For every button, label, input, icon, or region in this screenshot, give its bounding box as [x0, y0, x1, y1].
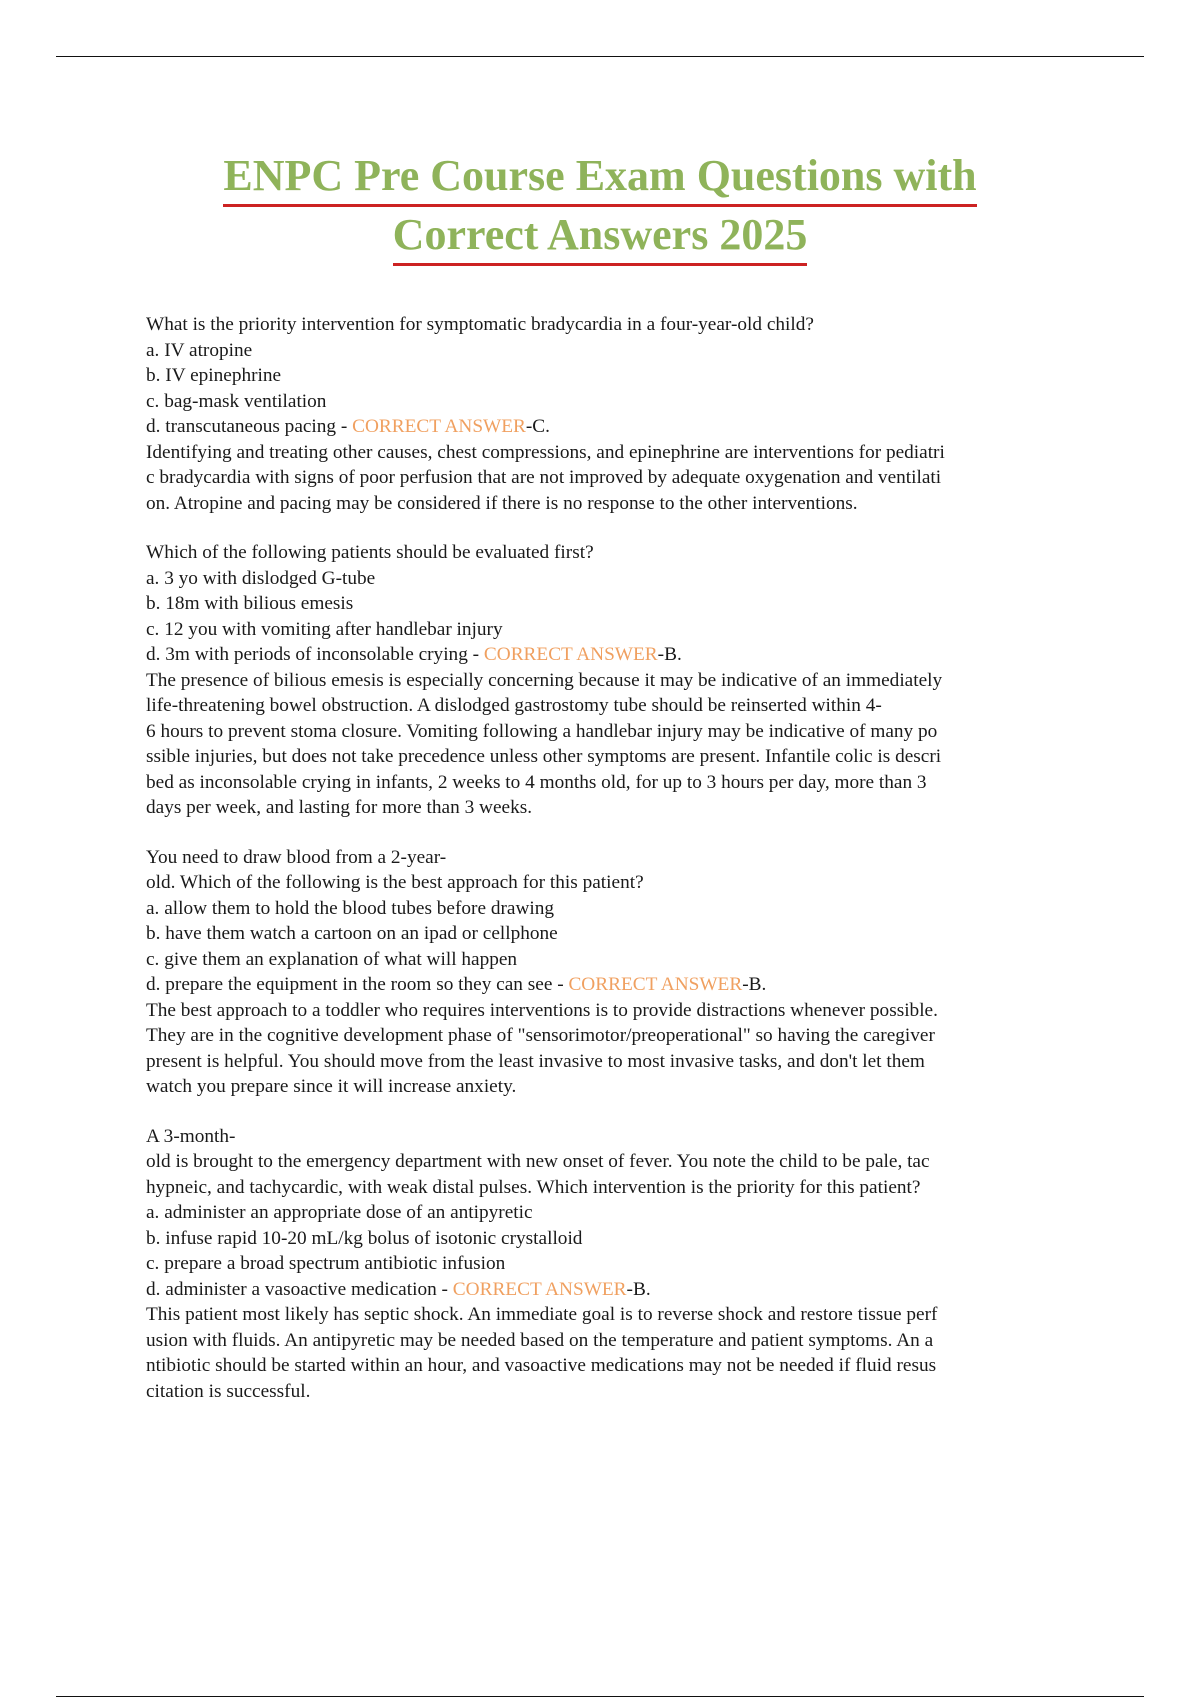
option-d-with-answer	[146, 972, 1088, 998]
explanation-line: life-threatening bowel obstruction. A dislodged gastrostomy tube should be reinserted within 4-	[146, 695, 882, 716]
option-a: a. allow them to hold the blood tubes before drawing	[146, 897, 555, 919]
question-prompt: A 3-month-	[146, 1125, 236, 1147]
correct-answer-label: CORRECT ANSWER	[568, 974, 743, 995]
explanation-line: citation is successful.	[146, 1380, 311, 1402]
option-b: b. 18m with bilious emesis	[146, 593, 354, 614]
explanation-line: This patient most likely has septic shock. An immediate goal is to reverse shock and restore tissue perf	[146, 1304, 938, 1325]
option-b: b. IV epinephrine	[146, 365, 282, 386]
correct-answer-value: -C.	[525, 416, 550, 437]
correct-answer-value: -B.	[657, 644, 682, 665]
option-d: d. administer a vasoactive medication -	[146, 1278, 453, 1300]
option-a: a. 3 yo with dislodged G-tube	[146, 567, 376, 589]
question-4	[146, 1124, 1088, 1405]
correct-answer-label: CORRECT ANSWER	[483, 644, 658, 665]
explanation-line: on. Atropine and pacing may be considered if there is no response to the other interventions.	[146, 492, 858, 514]
explanation-line: The best approach to a toddler who requires interventions is to provide distractions whenever possible.	[146, 999, 938, 1021]
question-prompt: What is the priority intervention for symptomatic bradycardia in a four-year-old child?	[146, 314, 814, 335]
title-line-2: Correct Answers 2025	[393, 207, 808, 266]
question-3	[146, 845, 1088, 1100]
correct-answer-label: CORRECT ANSWER	[352, 416, 526, 437]
option-d-with-answer	[146, 414, 1088, 440]
correct-answer-value: -B.	[742, 974, 767, 995]
explanation-line: ssible injuries, but does not take precedence unless other symptoms are present. Infantile colic is descri	[146, 746, 942, 767]
correct-answer-label: CORRECT ANSWER	[452, 1278, 627, 1300]
option-b: b. infuse rapid 10-20 mL/kg bolus of isotonic crystalloid	[146, 1227, 583, 1249]
question-prompt: old. Which of the following is the best approach for this patient?	[146, 872, 644, 893]
correct-answer-value: -B.	[626, 1278, 651, 1300]
option-d: d. transcutaneous pacing -	[146, 416, 353, 437]
top-rule	[56, 56, 1144, 57]
question-prompt: hypneic, and tachycardic, with weak distal pulses. Which intervention is the priority for this patient?	[146, 1176, 921, 1198]
document-title	[0, 148, 1200, 266]
explanation-line: days per week, and lasting for more than 3 weeks.	[146, 797, 533, 818]
option-d: d. 3m with periods of inconsolable crying -	[146, 644, 484, 665]
question-prompt: You need to draw blood from a 2-year-	[146, 846, 447, 868]
explanation-line: They are in the cognitive development phase of "sensorimotor/preoperational" so having the caregiver	[146, 1025, 935, 1046]
option-d: d. prepare the equipment in the room so they can see -	[146, 974, 569, 995]
explanation-line: c bradycardia with signs of poor perfusion that are not improved by adequate oxygenation and ventilati	[146, 467, 942, 488]
bottom-rule	[56, 1696, 1144, 1697]
option-d-with-answer	[146, 642, 1088, 668]
option-a: a. IV atropine	[146, 339, 253, 361]
explanation-line: Identifying and treating other causes, chest compressions, and epinephrine are interventions for pediatri	[146, 441, 945, 463]
question-2	[146, 540, 1088, 821]
explanation-line: watch you prepare since it will increase anxiety.	[146, 1076, 517, 1097]
option-d-with-answer	[146, 1277, 1088, 1303]
title-line-1: ENPC Pre Course Exam Questions with	[223, 148, 976, 207]
option-c: c. bag-mask ventilation	[146, 390, 327, 412]
explanation-line: usion with fluids. An antipyretic may be needed based on the temperature and patient symptoms. An a	[146, 1329, 934, 1351]
explanation-line: bed as inconsolable crying in infants, 2 weeks to 4 months old, for up to 3 hours per day, more than 3	[146, 771, 927, 793]
option-c: c. 12 you with vomiting after handlebar injury	[146, 618, 503, 640]
question-prompt: old is brought to the emergency department with new onset of fever. You note the child to be pale, tac	[146, 1151, 930, 1172]
option-c: c. prepare a broad spectrum antibiotic infusion	[146, 1253, 506, 1274]
question-1	[146, 312, 1088, 516]
questions-content	[146, 312, 1088, 1428]
explanation-line: present is helpful. You should move from the least invasive to most invasive tasks, and don't let them	[146, 1050, 925, 1072]
option-c: c. give them an explanation of what will happen	[146, 948, 518, 970]
explanation-line: 6 hours to prevent stoma closure. Vomiting following a handlebar injury may be indicative of many po	[146, 720, 938, 742]
option-b: b. have them watch a cartoon on an ipad or cellphone	[146, 923, 558, 944]
question-prompt: Which of the following patients should be evaluated first?	[146, 542, 594, 563]
option-a: a. administer an appropriate dose of an antipyretic	[146, 1202, 533, 1223]
explanation-line: ntibiotic should be started within an hour, and vasoactive medications may not be needed if fluid resus	[146, 1355, 937, 1376]
explanation-line: The presence of bilious emesis is especially concerning because it may be indicative of an immediately	[146, 669, 943, 691]
